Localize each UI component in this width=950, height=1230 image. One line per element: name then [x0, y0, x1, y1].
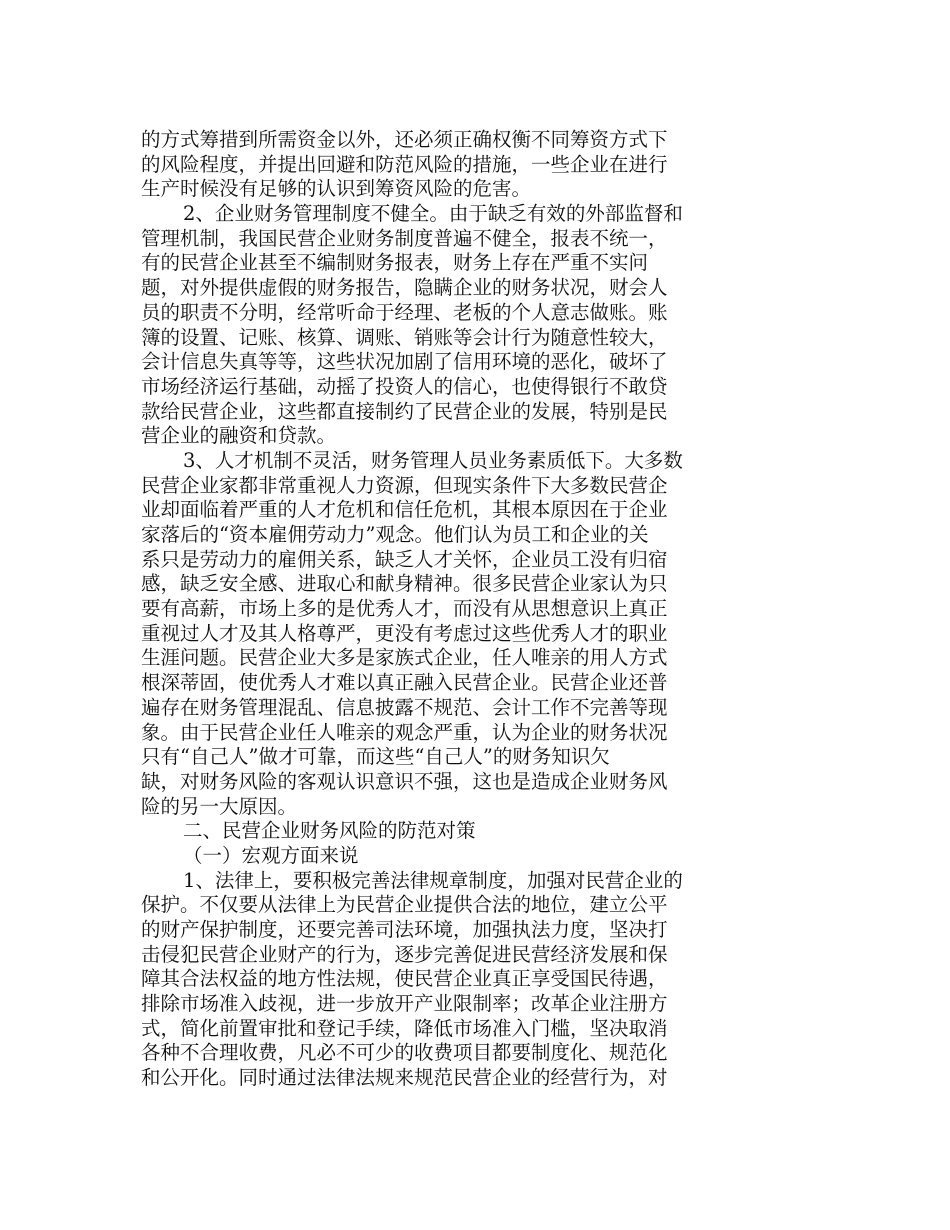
text-line: 家落后的“资本雇佣劳动力”观念。他们认为员工和企业的关: [141, 523, 649, 546]
text-line: 款给民营企业，这些都直接制约了民营企业的发展，特别是民: [141, 399, 668, 423]
text-line: 有的民营企业甚至不编制财务报表，财务上存在严重不实问: [141, 251, 649, 275]
text-line: 只有“自己人”做才可靠，而这些“自己人”的财务知识欠: [141, 745, 610, 769]
text-line: 的风险程度，并提出回避和防范风险的措施，一些企业在进行: [141, 152, 668, 176]
text-line: 管理机制，我国民营企业财务制度普遍不健全，报表不统一，: [141, 226, 668, 250]
text-line: 保护。不仅要从法律上为民营企业提供合法的地位，建立公平: [141, 893, 668, 917]
text-line: 击侵犯民营企业财产的行为，逐步完善促进民营经济发展和保: [141, 942, 668, 966]
text-line: 生产时候没有足够的认识到筹资风险的危害。: [141, 177, 532, 201]
text-line: 感，缺乏安全感、进取心和献身精神。很多民营企业家认为只: [141, 572, 668, 596]
text-line: 会计信息失真等等，这些状况加剧了信用环境的恶化，破坏了: [141, 350, 668, 374]
text-line: 遍存在财务管理混乱、信息披露不规范、会计工作不完善等现: [141, 695, 668, 719]
text-line: 式，简化前置审批和登记手续，降低市场准入门槛，坚决取消: [141, 1016, 668, 1040]
text-line: 要有高薪，市场上多的是优秀人才，而没有从思想意识上真正: [141, 597, 668, 621]
text-line: 营企业的融资和贷款。: [141, 424, 337, 448]
text-line: 2、企业财务管理制度不健全。由于缺乏有效的外部监督和: [183, 202, 683, 226]
text-line: 题，对外提供虚假的财务报告，隐瞒企业的财务状况，财会人: [141, 276, 668, 300]
text-line: 簿的设置、记账、核算、调账、销账等会计行为随意性较大，: [141, 325, 668, 349]
text-line: 市场经济运行基础，动摇了投资人的信心，也使得银行不敢贷: [141, 374, 668, 398]
document-body: [141, 128, 751, 1091]
text-line: 排除市场准入歧视，进一步放开产业限制率；改革企业注册方: [141, 992, 668, 1016]
text-line: 障其合法权益的地方性法规，使民营企业真正享受国民待遇，: [141, 967, 668, 991]
text-line: 各种不合理收费，凡必不可少的收费项目都要制度化、规范化: [141, 1041, 668, 1065]
text-line: 二、民营企业财务风险的防范对策: [183, 819, 476, 843]
text-line: 业却面临着严重的人才危机和信任危机，其根本原因在于企业: [141, 498, 668, 522]
text-line: 和公开化。同时通过法律法规来规范民营企业的经营行为，对: [141, 1066, 668, 1090]
text-line: （一）宏观方面来说: [183, 843, 359, 867]
text-line: 1、法律上，要积极完善法律规章制度，加强对民营企业的: [183, 868, 683, 892]
text-line: 根深蒂固，使优秀人才难以真正融入民营企业。民营企业还普: [141, 671, 668, 695]
text-line: 的方式筹措到所需资金以外，还必须正确权衡不同筹资方式下: [141, 128, 668, 151]
text-line: 险的另一大原因。: [141, 794, 298, 818]
text-line: 的财产保护制度，还要完善司法环境，加强执法力度，坚决打: [141, 918, 668, 941]
text-line: 重视过人才及其人格尊严，更没有考虑过这些优秀人才的职业: [141, 621, 668, 645]
text-line: 系只是劳动力的雇佣关系，缺乏人才关怀，企业员工没有归宿: [141, 547, 668, 571]
text-line: 缺，对财务风险的客观认识意识不强，这也是造成企业财务风: [141, 769, 668, 793]
text-line: 3、人才机制不灵活，财务管理人员业务素质低下。大多数: [183, 448, 683, 472]
text-line: 员的职责不分明，经常听命于经理、老板的个人意志做账。账: [141, 300, 668, 324]
text-line: 生涯问题。民营企业大多是家族式企业，任人唯亲的用人方式: [141, 646, 668, 670]
text-line: 民营企业家都非常重视人力资源，但现实条件下大多数民营企: [141, 473, 668, 497]
text-line: 象。由于民营企业任人唯亲的观念严重，认为企业的财务状况: [141, 720, 668, 744]
